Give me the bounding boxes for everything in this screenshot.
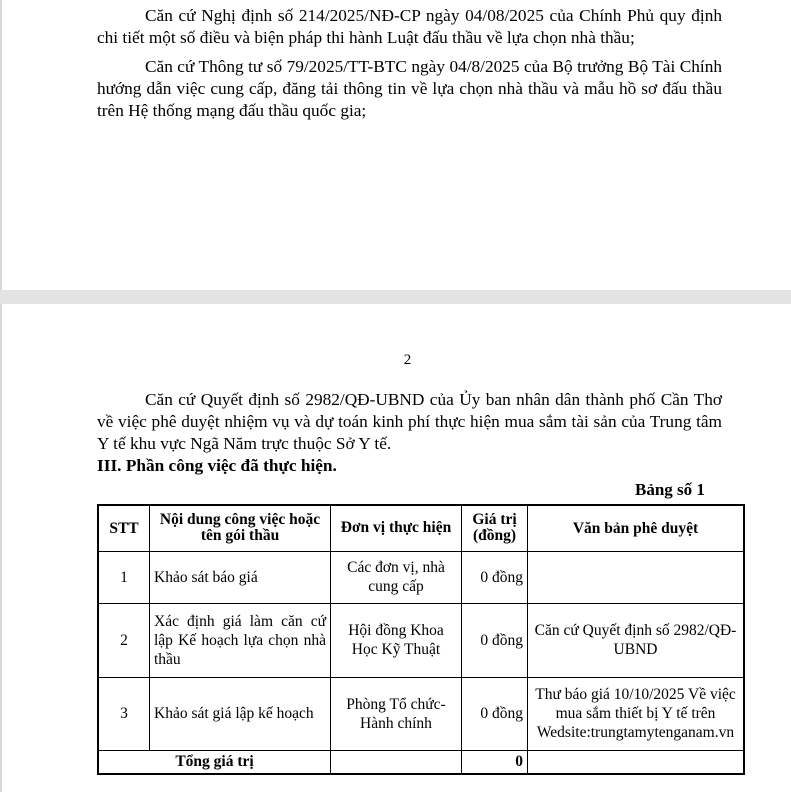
header-stt: STT [98,505,150,551]
paragraph-text: Căn cứ Nghị định số 214/2025/NĐ-CP ngày 04/08/2025 của Chính Phủ quy định chi tiết một số điều và biện pháp thi hành Luật đấu thầu về lựa chọn nhà thầu; [97,6,722,47]
cell-approval [528,551,745,603]
cell-value: 0 đồng [462,551,528,603]
total-value: 0 [462,750,528,774]
total-approval [528,750,745,774]
cell-unit: Hội đồng Khoa Học Kỹ Thuật [331,603,462,677]
document-page-2 [0,304,791,792]
cell-unit: Các đơn vị, nhà cung cấp [331,551,462,603]
paragraph-text: Căn cứ Thông tư số 79/2025/TT-BTC ngày 04/8/2025 của Bộ trưởng Bộ Tài Chính hướng dẫn việc cung cấp, đăng tải thông tin về lựa chọn nhà thầu và mẫu hồ sơ đấu thầu trên Hệ thống mạng đấu thầu quốc gia; [97,57,722,120]
cell-content: Khảo sát báo giá [150,551,331,603]
table-row [98,551,744,603]
cell-stt: 3 [98,677,150,750]
section-heading: III. Phần công việc đã thực hiện. [97,456,337,475]
cell-approval: Căn cứ Quyết định số 2982/QĐ-UBND [528,603,745,677]
header-unit: Đơn vị thực hiện [331,505,462,551]
legal-basis-paragraph [97,5,722,49]
document-page-1 [0,0,791,290]
cell-value: 0 đồng [462,603,528,677]
table-row [98,603,744,677]
total-label: Tổng giá trị [98,750,331,774]
cell-unit: Phòng Tổ chức-Hành chính [331,677,462,750]
paragraph-text: Căn cứ Quyết định số 2982/QĐ-UBND của Ủy ban nhân dân thành phố Cần Thơ về việc phê duyệt nhiệm vụ và dự toán kinh phí thực hiện mua sắm tài sản của Trung tâm Y tế khu vực Ngã Năm trực thuộc Sở Y tế. [97,390,722,453]
cell-content: Khảo sát giá lập kế hoạch [150,677,331,750]
cell-stt: 2 [98,603,150,677]
page-number: 2 [403,352,412,368]
table-row [98,677,744,750]
cell-value: 0 đồng [462,677,528,750]
cell-stt: 1 [98,551,150,603]
header-approval: Văn bản phê duyệt [528,505,745,551]
cell-content: Xác định giá làm căn cứ lập Kế hoạch lựa chọn nhà thầu [150,603,331,677]
total-unit [331,750,462,774]
header-content: Nội dung công việc hoặc tên gói thầu [150,505,331,551]
work-table [97,504,745,775]
legal-basis-paragraph [97,389,722,455]
table-caption: Bảng số 1 [635,480,705,499]
table-header-row [98,505,744,551]
table-total-row [98,750,744,774]
legal-basis-paragraph [97,56,722,122]
header-value: Giá trị (đồng) [462,505,528,551]
cell-approval: Thư báo giá 10/10/2025 Về việc mua sắm thiết bị Y tế trên Wedsite:trungtamytenganam.vn [528,677,745,750]
